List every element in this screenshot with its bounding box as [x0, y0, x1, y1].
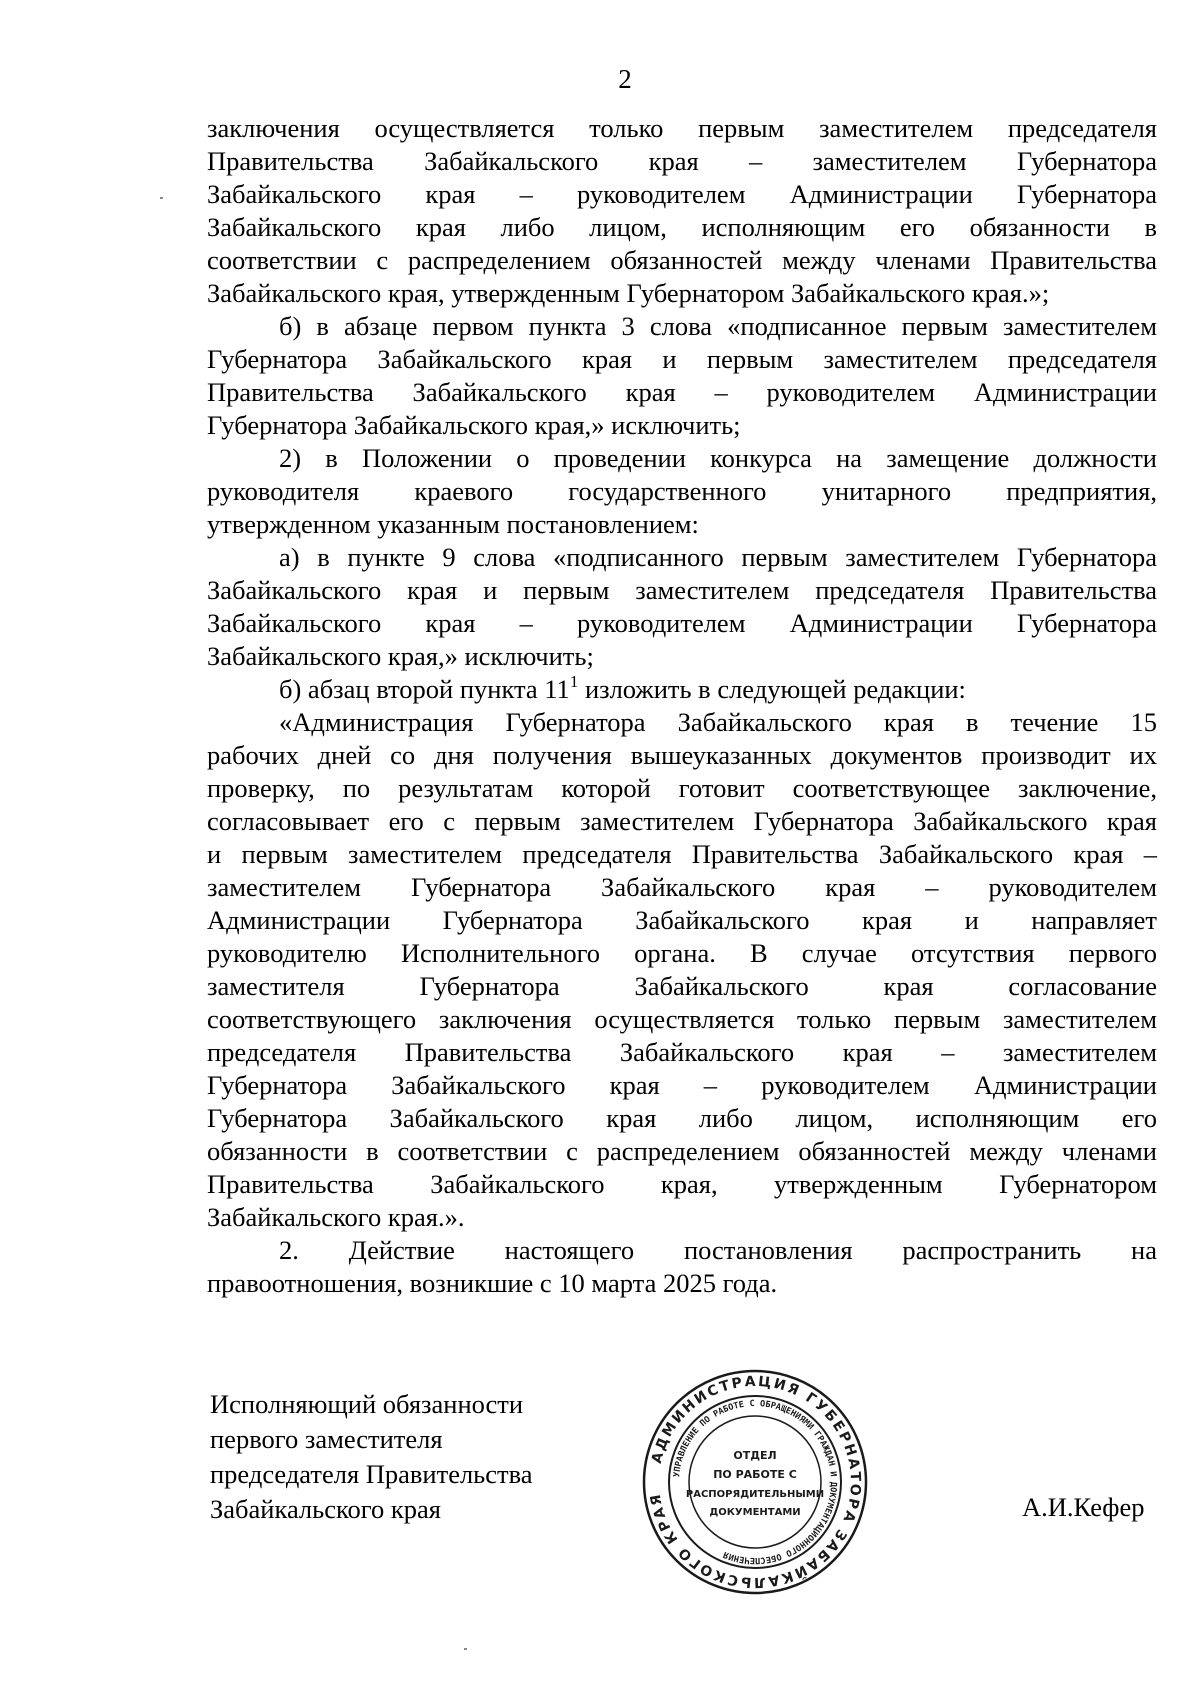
text-line [207, 673, 1157, 706]
seal-inner-text: УПРАВЛЕНИЕ ПО РАБОТЕ С ОБРАЩЕНИЯМИ ГРАЖДАН И ДОКУМЕНТАЦИОННОГО ОБЕСПЕЧЕНИЯ [672, 1398, 839, 1566]
text-line: Забайкальского края, утвержденным Губернатором Забайкальского края.»; [207, 278, 1050, 308]
text-line: заместителя Губернатора Забайкальского края согласование [207, 971, 1157, 1001]
seal-center-line: ПО РАБОТЕ С [713, 1468, 797, 1481]
text-line: обязанности в соответствии с распределением обязанностей между членами [207, 1136, 1157, 1166]
text-line: проверку, по результатам которой готовит соответствующее заключение, [207, 773, 1157, 803]
svg-text:УПРАВЛЕНИЕ ПО РАБОТЕ С ОБРАЩЕН [672, 1399, 838, 1565]
text-line: соответствующего заключения осуществляется только первым заместителем [207, 1004, 1157, 1034]
seal-outer-text: АДМИНИСТРАЦИЯ ГУБЕРНАТОРА ЗАБАЙКАЛЬСКОГО КРАЯ [647, 1373, 864, 1591]
document-body [207, 112, 1157, 1300]
text-line: Забайкальского края – руководителем Администрации Губернатора [207, 608, 1157, 638]
text-line: Забайкальского края либо лицом, исполняющим его обязанности в [207, 212, 1157, 242]
text-line: Забайкальского края,» исключить; [207, 641, 594, 671]
seal-center-line: ДОКУМЕНТАМИ [709, 1507, 801, 1518]
text-line: руководителя краевого государственного унитарного предприятия, [207, 476, 1157, 506]
text-line: Губернатора Забайкальского края либо лицом, исполняющим его [207, 1103, 1157, 1133]
text-line: руководителю Исполнительного органа. В случае отсутствия первого [207, 938, 1157, 968]
text-line: и первым заместителем председателя Правительства Забайкальского края – [207, 839, 1157, 869]
seal-center-line: РАСПОРЯДИТЕЛЬНЫМИ [685, 1489, 825, 1500]
text-line: а) в пункте 9 слова «подписанного первым заместителем Губернатора [279, 542, 1157, 572]
text-line: Забайкальского края – руководителем Администрации Губернатора [207, 179, 1157, 209]
text-line: «Администрация Губернатора Забайкальского края в течение 15 [279, 707, 1157, 737]
text-segment: б) абзац второй пункта 11 [279, 674, 570, 704]
text-line: председателя Правительства Забайкальского края – заместителем [207, 1037, 1157, 1067]
signature-title-line: Исполняющий обязанности [210, 1389, 524, 1419]
text-line: утвержденном указанным постановлением: [207, 509, 699, 539]
text-line: рабочих дней со дня получения вышеуказанных документов производит их [207, 740, 1157, 770]
text-line: Правительства Забайкальского края – заместителем Губернатора [207, 146, 1157, 176]
text-line: Забайкальского края.». [207, 1202, 465, 1232]
official-seal-stamp [640, 1367, 870, 1597]
text-line: заместителем Губернатора Забайкальского края – руководителем [207, 872, 1157, 902]
text-line: Забайкальского края и первым заместителем председателя Правительства [207, 575, 1157, 605]
text-line: 2. Действие настоящего постановления распространить на [279, 1235, 1157, 1265]
seal-center-text [686, 1449, 824, 1518]
text-line: Губернатора Забайкальского края – руководителем Администрации [207, 1070, 1157, 1100]
text-line: заключения осуществляется только первым заместителем председателя [207, 113, 1157, 143]
text-line: Губернатора Забайкальского края и первым заместителем председателя [207, 344, 1157, 374]
signature-title [210, 1387, 533, 1527]
text-segment: изложить в следующей редакции: [578, 674, 966, 704]
margin-scan-mark [160, 197, 163, 199]
text-line: 2) в Положении о проведении конкурса на замещение должности [279, 443, 1157, 473]
text-line: соответствии с распределением обязанностей между членами Правительства [207, 245, 1157, 275]
text-line: правоотношения, возникшие с 10 марта 2025 года. [207, 1268, 778, 1298]
signature-title-line: Забайкальского края [210, 1494, 441, 1524]
text-line: Губернатора Забайкальского края,» исключить; [207, 410, 741, 440]
signer-name: А.И.Кефер [1022, 1492, 1145, 1522]
seal-graphic [640, 1367, 870, 1597]
text-line: Правительства Забайкальского края, утвержденным Губернатором [207, 1169, 1157, 1199]
signature-title-line: председателя Правительства [210, 1459, 533, 1489]
text-line: Администрации Губернатора Забайкальского края и направляет [207, 905, 1157, 935]
seal-center-line: ОТДЕЛ [733, 1449, 777, 1462]
superscript: 1 [569, 672, 579, 691]
text-line: Правительства Забайкальского края – руководителем Администрации [207, 377, 1157, 407]
signature-title-line: первого заместителя [210, 1424, 443, 1454]
text-line: б) в абзаце первом пункта 3 слова «подписанное первым заместителем [279, 311, 1157, 341]
page-number: 2 [618, 64, 632, 94]
text-line: согласовывает его с первым заместителем Губернатора Забайкальского края [207, 806, 1157, 836]
bottom-scan-mark [464, 1648, 467, 1650]
